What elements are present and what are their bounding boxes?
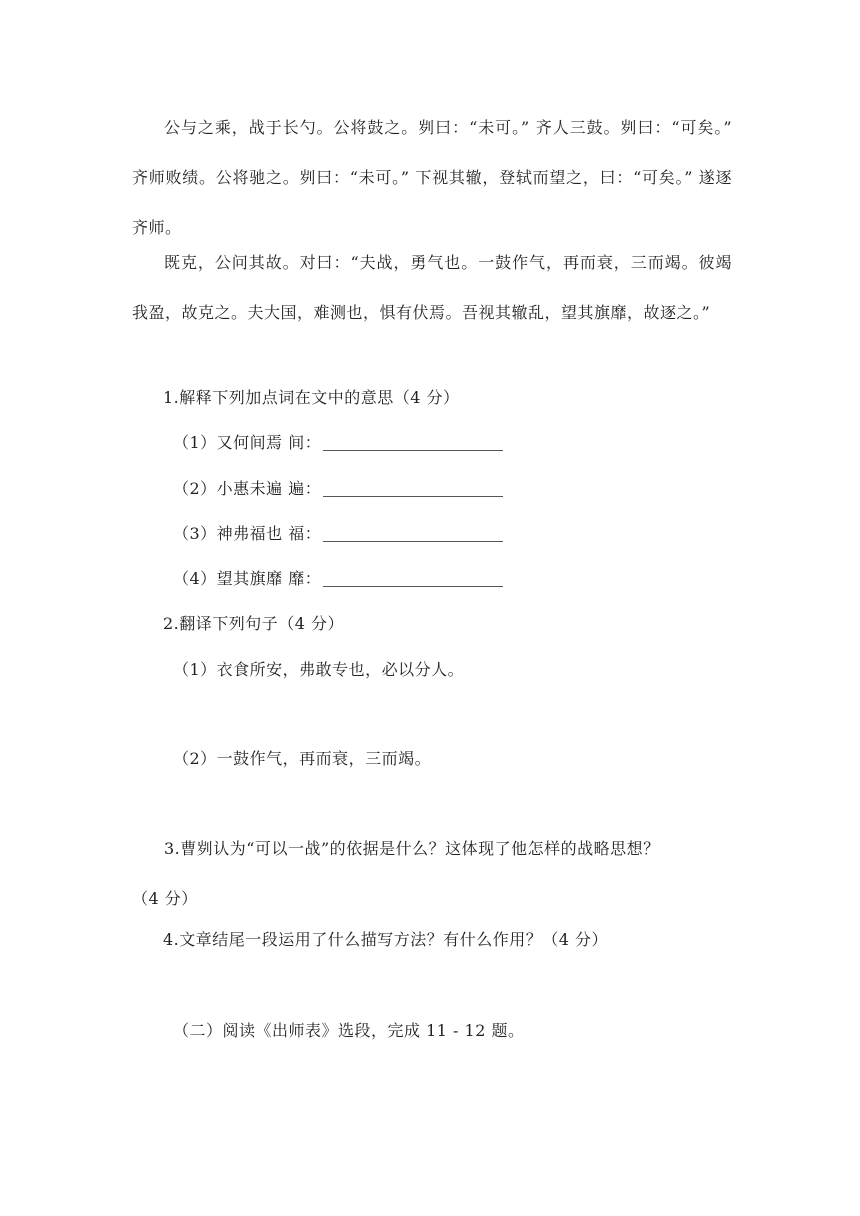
question-4-title: 4.文章结尾一段运用了什么描写方法？有什么作用？（4 分）: [163, 930, 609, 949]
question-2-item-1: （1）衣食所安，弗敢专也，必以分人。: [173, 660, 465, 679]
question-2-item-2: （2）一鼓作气，再而衰，三而竭。: [173, 749, 432, 768]
question-3: [132, 824, 732, 924]
answer-blank[interactable]: [323, 449, 503, 451]
question-1-item-1: （1）又何间焉 间：: [173, 431, 503, 455]
passage-paragraph-2: 既克，公问其故。对曰：“夫战，勇气也。一鼓作气，再而衰，三而竭。彼竭我盈，故克之。夫大国，难测也，惧有伏焉。吾视其辙乱，望其旗靡，故逐之。”: [132, 253, 732, 322]
answer-blank[interactable]: [323, 540, 503, 542]
question-3-line-2: （4 分）: [132, 889, 198, 908]
question-1-item-4: （4）望其旗靡 靡：: [173, 567, 503, 591]
section-2-title: （二）阅读《出师表》选段，完成 11 - 12 题。: [173, 1021, 525, 1040]
question-1-item-3: （3）神弗福也 福：: [173, 522, 503, 546]
question-1-title: 1.解释下列加点词在文中的意思（4 分）: [163, 388, 460, 407]
question-1-item-2: （2）小惠未遍 遍：: [173, 477, 503, 501]
answer-blank[interactable]: [323, 495, 503, 497]
question-3-line-1: 3.曹刿认为“可以一战”的依据是什么？这体现了他怎样的战略思想？: [164, 839, 660, 858]
answer-blank[interactable]: [323, 585, 503, 587]
question-2-title: 2.翻译下列句子（4 分）: [163, 614, 345, 633]
passage-paragraph-1: 公与之乘，战于长勺。公将鼓之。刿曰：“未可。” 齐人三鼓。刿曰：“可矣。” 齐师败绩。公将驰之。刿曰：“未可。” 下视其辙，登轼而望之，曰：“可矣。” 遂逐齐师。: [132, 118, 732, 237]
